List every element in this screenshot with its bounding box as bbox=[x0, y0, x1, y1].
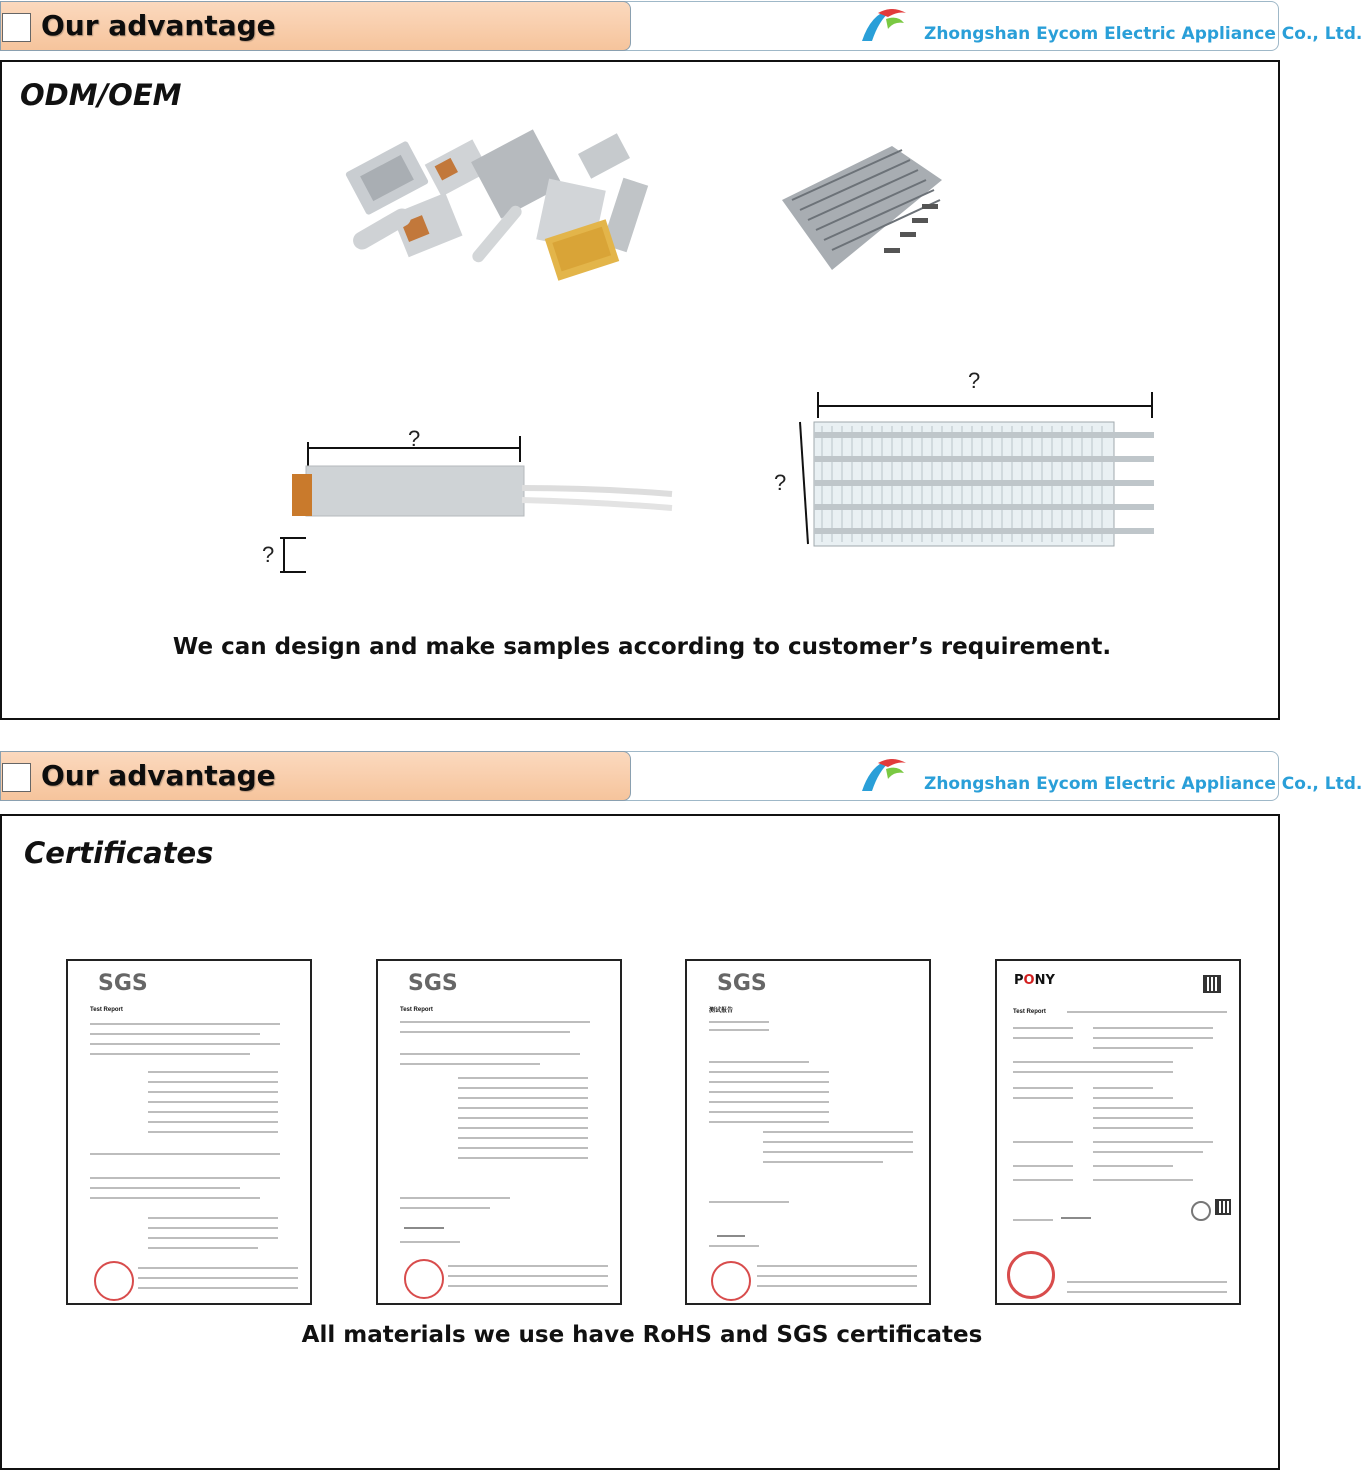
certificate-logo: SGS bbox=[98, 971, 148, 996]
content-frame bbox=[0, 60, 1280, 720]
rod-heater-dimension-drawing bbox=[258, 422, 678, 582]
header-tab bbox=[0, 751, 631, 801]
certificate-seal-icon bbox=[711, 1261, 751, 1301]
company-name: Zhongshan Eycom Electric Appliance Co., Ltd. bbox=[924, 774, 1362, 794]
company-logo-icon bbox=[858, 3, 918, 45]
certificate-heading: Test Report bbox=[1013, 1009, 1046, 1015]
certificate-heading: Test Report bbox=[90, 1007, 123, 1013]
accreditation-mark-icon bbox=[1191, 1201, 1211, 1221]
certificate-seal-icon bbox=[94, 1261, 134, 1301]
company-logo-icon bbox=[858, 753, 918, 795]
certificate-seal-icon bbox=[1007, 1251, 1055, 1299]
slide-certificates bbox=[0, 750, 1362, 1472]
company-name: Zhongshan Eycom Electric Appliance Co., Ltd. bbox=[924, 24, 1362, 44]
slide-header bbox=[0, 0, 1362, 52]
header-checkbox-square bbox=[2, 763, 31, 792]
content-frame bbox=[0, 814, 1280, 1470]
header-checkbox-square bbox=[2, 13, 31, 42]
header-title: Our advantage bbox=[41, 9, 276, 42]
certificate-pony bbox=[995, 959, 1241, 1305]
certificate-heading: Test Report bbox=[400, 1007, 433, 1013]
slide-caption: We can design and make samples according to customer’s requirement. bbox=[172, 634, 1112, 660]
section-title: Certificates bbox=[24, 836, 214, 870]
pony-logo-accent: O bbox=[1023, 973, 1035, 988]
slide-caption: All materials we use have RoHS and SGS certificates bbox=[301, 1322, 983, 1348]
slide-header bbox=[0, 750, 1362, 802]
slide-odm-oem bbox=[0, 0, 1362, 722]
header-title: Our advantage bbox=[41, 759, 276, 792]
height2-question-mark: ? bbox=[774, 470, 787, 495]
finned-heater-photo bbox=[772, 140, 952, 280]
length-question-mark: ? bbox=[408, 426, 421, 451]
section-title: ODM/OEM bbox=[20, 78, 182, 112]
certificate-seal-icon bbox=[404, 1259, 444, 1299]
certificate-logo: PONY bbox=[1014, 973, 1055, 988]
certificate-heading: 测试报告 bbox=[709, 1008, 734, 1014]
width-question-mark: ? bbox=[968, 368, 981, 393]
height-question-mark: ? bbox=[262, 542, 275, 567]
qr-code-icon bbox=[1215, 1199, 1231, 1215]
finned-panel-dimension-drawing bbox=[762, 362, 1172, 552]
ptc-heaters-photo bbox=[342, 136, 652, 278]
certificate-sgs-1 bbox=[66, 959, 312, 1305]
header-tab bbox=[0, 1, 631, 51]
certificate-sgs-2 bbox=[376, 959, 622, 1305]
qr-code-icon bbox=[1203, 975, 1221, 993]
certificate-sgs-3 bbox=[685, 959, 931, 1305]
certificate-logo: SGS bbox=[408, 971, 458, 996]
certificate-logo: SGS bbox=[717, 971, 767, 996]
